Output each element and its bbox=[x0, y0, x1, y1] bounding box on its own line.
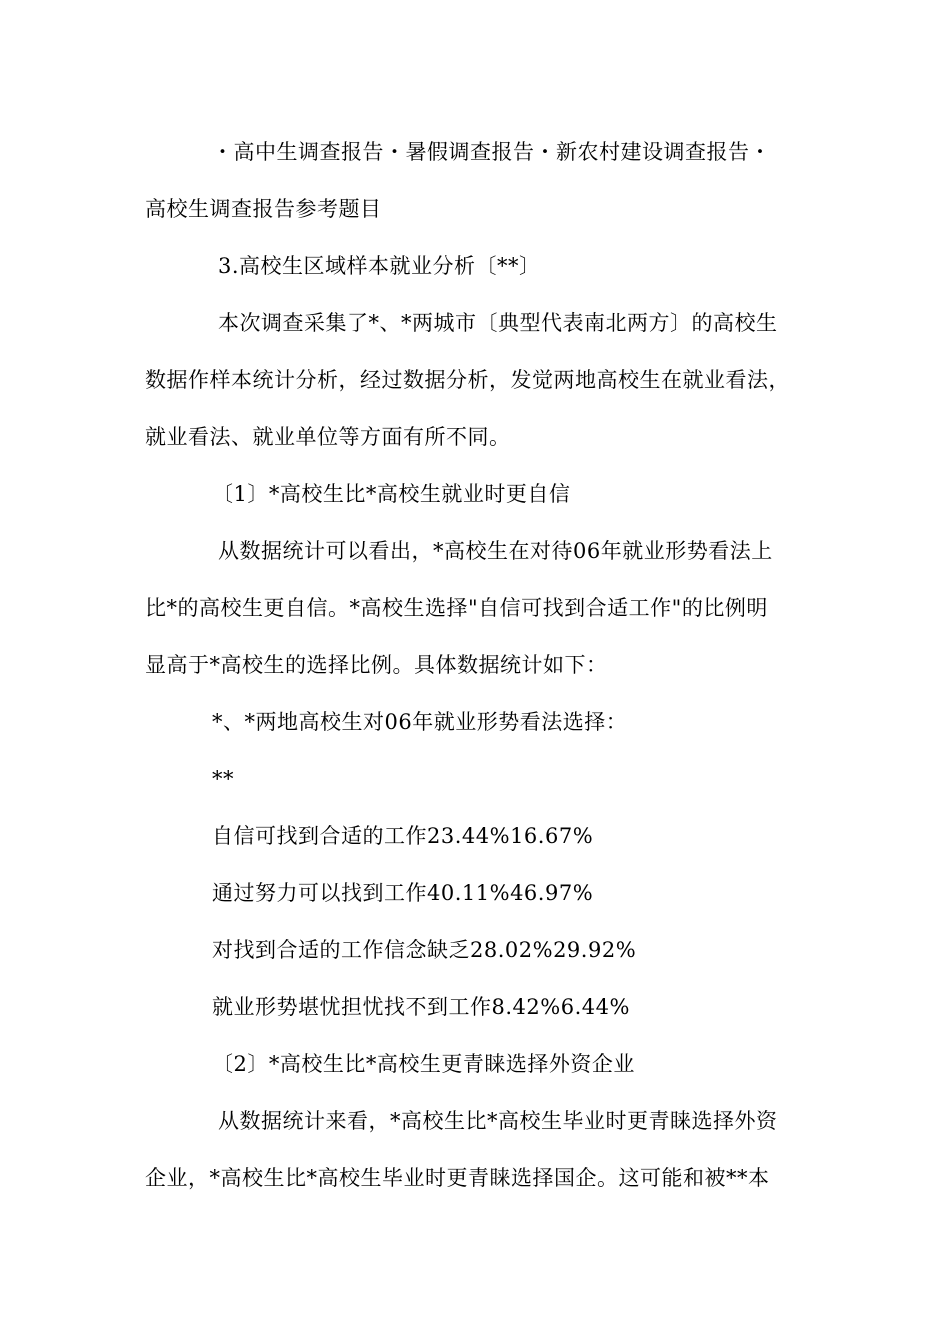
section-heading: 3.高校生区域样本就业分析〔**〕 bbox=[218, 254, 541, 278]
paragraph-line: 显高于*高校生的选择比例。具体数据统计如下： bbox=[145, 653, 608, 677]
paragraph-line: 数据作样本统计分析，经过数据分析，发觉两地高校生在就业看法， bbox=[145, 368, 790, 392]
table-header: ** bbox=[212, 767, 234, 791]
subsection-heading: 〔2〕*高校生比*高校生更青睐选择外资企业 bbox=[212, 1052, 635, 1076]
paragraph-line: 就业看法、就业单位等方面有所不同。 bbox=[145, 425, 511, 449]
paragraph-line: 从数据统计来看，*高校生比*高校生毕业时更青睐选择外资 bbox=[218, 1109, 778, 1133]
table-caption: *、*两地高校生对06年就业形势看法选择： bbox=[212, 710, 628, 734]
related-reports-line: ・高中生调查报告・暑假调查报告・新农村建设调查报告・ bbox=[212, 140, 771, 164]
paragraph-line: 本次调查采集了*、*两城市〔典型代表南北两方〕的高校生 bbox=[218, 311, 778, 335]
paragraph-line: 企业，*高校生比*高校生毕业时更青睐选择国企。这可能和被**本 bbox=[145, 1166, 770, 1190]
paragraph-line: 从数据统计可以看出，*高校生在对待06年就业形势看法上 bbox=[218, 539, 773, 563]
paragraph-line: 比*的高校生更自信。*高校生选择"自信可找到合适工作"的比例明 bbox=[145, 596, 768, 620]
subsection-heading: 〔1〕*高校生比*高校生就业时更自信 bbox=[212, 482, 571, 506]
related-reports-line-cont: 高校生调查报告参考题目 bbox=[145, 197, 382, 221]
table-row: 自信可找到合适的工作23.44%16.67% bbox=[212, 824, 594, 848]
table-row: 对找到合适的工作信念缺乏28.02%29.92% bbox=[212, 938, 637, 962]
table-row: 就业形势堪忧担忧找不到工作8.42%6.44% bbox=[212, 995, 630, 1019]
table-row: 通过努力可以找到工作40.11%46.97% bbox=[212, 881, 594, 905]
